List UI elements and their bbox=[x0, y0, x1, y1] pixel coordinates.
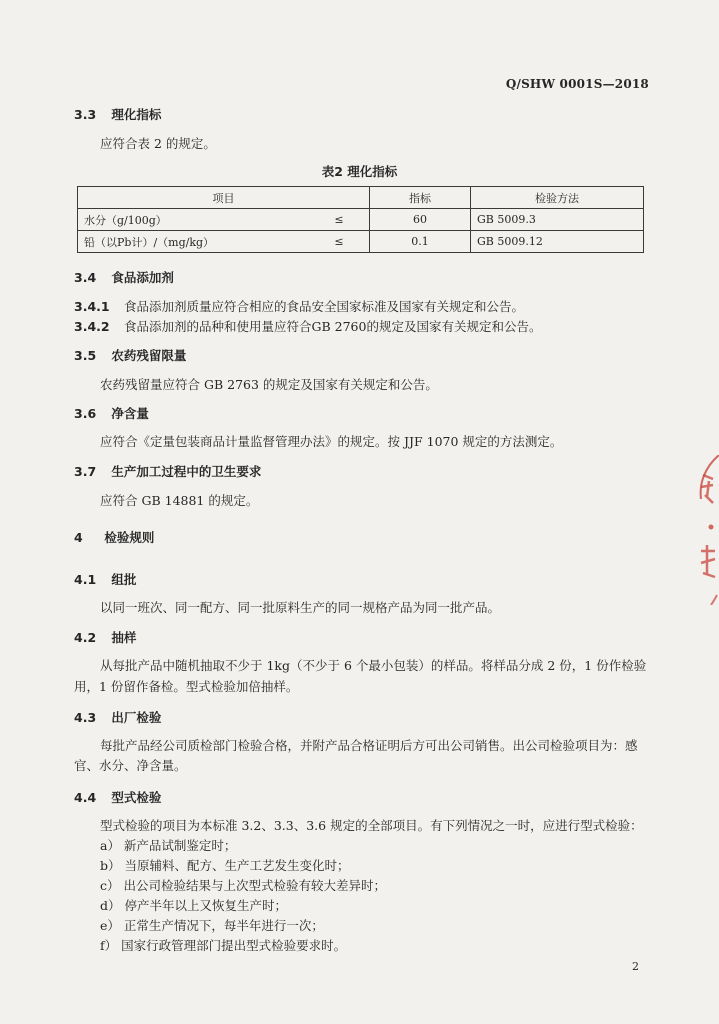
section-title: 理化指标 bbox=[111, 107, 162, 122]
clause-3-4-2 bbox=[74, 317, 541, 335]
section-text-4-4-intro: 型式检验的项目为本标准 3.2、3.3、3.6 规定的全部项目。有下列情况之一时，应进行型式检验： bbox=[100, 818, 643, 833]
section-text-4-3-line2: 官、水分、净含量。 bbox=[74, 758, 187, 773]
section-text-4-2-line1: 从每批产品中随机抽取不少于 1kg（不少于 6 个最小包装）的样品。将样品分成 2 份，1 份作检验 bbox=[100, 658, 647, 673]
section-text-4-2-line2: 用，1 份留作备检。型式检验加倍抽样。 bbox=[74, 679, 299, 694]
section-number: 4.4 bbox=[74, 790, 97, 805]
section-text-3-3: 应符合表 2 的规定。 bbox=[100, 136, 216, 151]
table-header-item: 项目 bbox=[78, 187, 370, 209]
list-item: c） 出公司检验结果与上次型式检验有较大差异时； bbox=[100, 878, 386, 893]
table-cell-symbol: ≤ bbox=[309, 231, 370, 253]
section-title: 食品添加剂 bbox=[111, 270, 174, 285]
table-cell-value: 60 bbox=[370, 209, 471, 231]
section-title: 组批 bbox=[111, 572, 137, 587]
page-number: 2 bbox=[632, 960, 639, 973]
list-item: b） 当原辅料、配方、生产工艺发生变化时； bbox=[100, 858, 350, 873]
section-text-3-5: 农药残留量应符合 GB 2763 的规定及国家有关规定和公告。 bbox=[100, 377, 438, 392]
section-heading-4-1 bbox=[74, 570, 136, 588]
section-text-3-7: 应符合 GB 14881 的规定。 bbox=[100, 493, 259, 508]
section-number: 4.3 bbox=[74, 710, 97, 725]
section-number: 3.4 bbox=[74, 270, 97, 285]
section-number: 3.6 bbox=[74, 406, 97, 421]
section-text-3-6: 应符合《定量包装商品计量监督管理办法》的规定。按 JJF 1070 规定的方法测定。 bbox=[100, 434, 563, 449]
section-title: 出厂检验 bbox=[111, 710, 162, 725]
table-cell-value: 0.1 bbox=[370, 231, 471, 253]
section-title: 农药残留限量 bbox=[111, 348, 187, 363]
section-heading-4-3 bbox=[74, 708, 161, 726]
chapter-heading-4 bbox=[74, 528, 154, 546]
table-cell-item: 铅（以Pb计）/（mg/kg） bbox=[78, 231, 310, 253]
section-heading-4-4 bbox=[74, 788, 161, 806]
list-item: a） 新产品试制鉴定时； bbox=[100, 838, 237, 853]
section-heading-3-6 bbox=[74, 404, 149, 422]
section-number: 3.5 bbox=[74, 348, 97, 363]
list-item: f） 国家行政管理部门提出型式检验要求时。 bbox=[100, 938, 347, 953]
clause-text: 食品添加剂的品种和使用量应符合GB 2760的规定及国家有关规定和公告。 bbox=[123, 319, 542, 334]
table-cell-method: GB 5009.3 bbox=[471, 209, 644, 231]
standard-code: Q/SHW 0001S—2018 bbox=[505, 77, 649, 91]
section-number: 3.3 bbox=[74, 107, 97, 122]
clause-3-4-1 bbox=[74, 297, 524, 315]
table-row bbox=[78, 231, 644, 253]
table-cell-symbol: ≤ bbox=[309, 209, 370, 231]
table-header-value: 指标 bbox=[370, 187, 471, 209]
physicochemical-table bbox=[77, 186, 644, 253]
section-heading-3-3 bbox=[74, 105, 161, 123]
seal-stamp-icon bbox=[689, 455, 719, 605]
clause-number: 3.4.1 bbox=[74, 299, 110, 314]
section-text-4-3-line1: 每批产品经公司质检部门检验合格，并附产品合格证明后方可出公司销售。出公司检验项目为：感 bbox=[100, 738, 638, 753]
section-title: 抽样 bbox=[111, 630, 137, 645]
section-number: 4.2 bbox=[74, 630, 97, 645]
table-header-method: 检验方法 bbox=[471, 187, 644, 209]
section-title: 型式检验 bbox=[111, 790, 162, 805]
list-item: e） 正常生产情况下，每半年进行一次； bbox=[100, 918, 324, 933]
section-heading-3-5 bbox=[74, 346, 186, 364]
section-number: 4.1 bbox=[74, 572, 97, 587]
section-title: 生产加工过程中的卫生要求 bbox=[111, 464, 262, 479]
list-item: d） 停产半年以上又恢复生产时； bbox=[100, 898, 287, 913]
clause-number: 3.4.2 bbox=[74, 319, 110, 334]
table-row bbox=[78, 209, 644, 231]
section-heading-3-4 bbox=[74, 268, 174, 286]
chapter-number: 4 bbox=[74, 530, 83, 545]
chapter-title: 检验规则 bbox=[104, 530, 155, 545]
section-heading-3-7 bbox=[74, 462, 261, 480]
section-heading-4-2 bbox=[74, 628, 136, 646]
section-number: 3.7 bbox=[74, 464, 97, 479]
table-header-row bbox=[78, 187, 644, 209]
table-cell-item: 水分（g/100g） bbox=[78, 209, 310, 231]
table-title: 表2 理化指标 bbox=[321, 164, 398, 179]
section-text-4-1: 以同一班次、同一配方、同一批原料生产的同一规格产品为同一批产品。 bbox=[100, 600, 501, 615]
section-title: 净含量 bbox=[111, 406, 149, 421]
table-cell-method: GB 5009.12 bbox=[471, 231, 644, 253]
clause-text: 食品添加剂质量应符合相应的食品安全国家标准及国家有关规定和公告。 bbox=[123, 299, 524, 314]
